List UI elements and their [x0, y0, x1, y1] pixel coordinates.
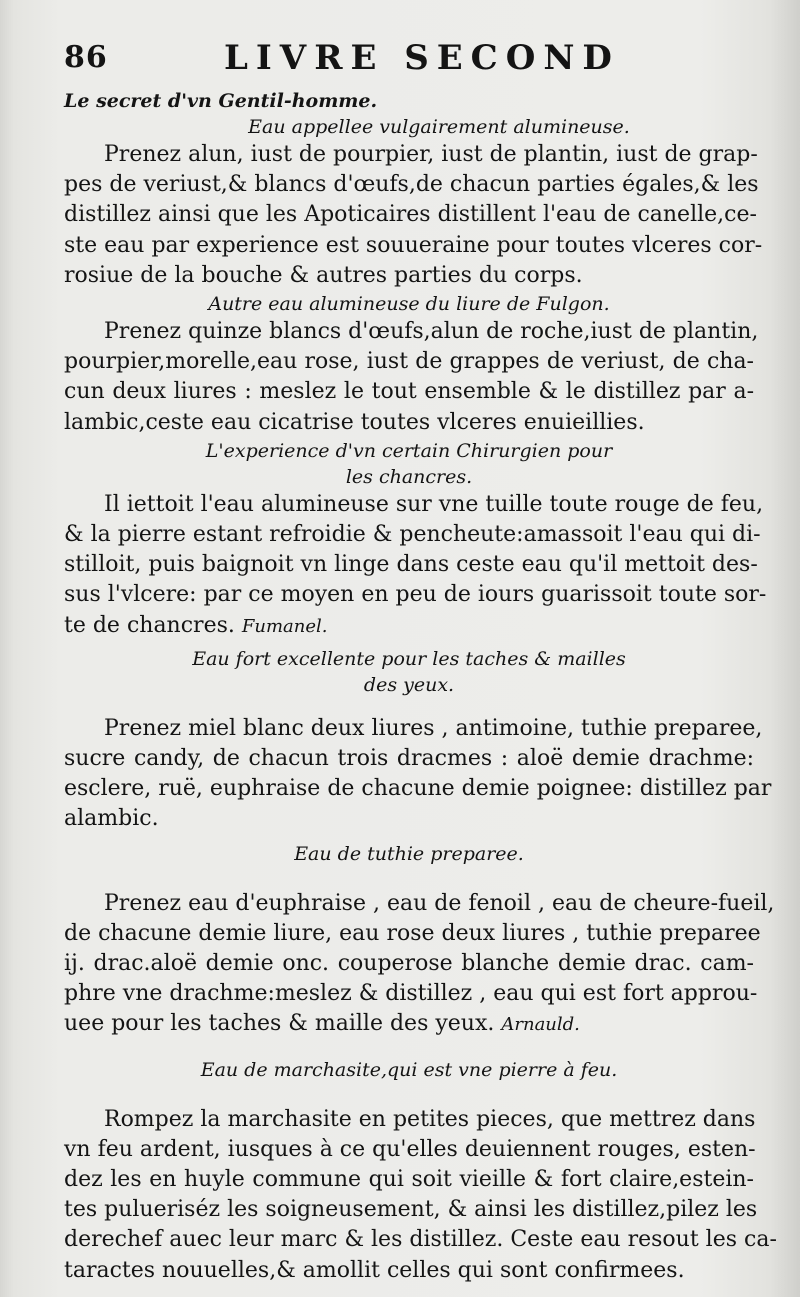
section-heading: Autre eau alumineuse du liure de Fulgon. — [208, 293, 610, 316]
text-line: de chacune demie liure, eau rose deux liures , tuthie preparee — [64, 920, 761, 946]
text-line: pourpier,morelle,eau rose, iust de grappes de veriust, de cha- — [64, 349, 754, 375]
text-line: stilloit, puis baignoit vn linge dans ceste eau qu'il mettoit des- — [64, 552, 758, 578]
text-line: uee pour les taches & maille des yeux. — [64, 1011, 495, 1037]
running-title: LIVRE SECOND — [224, 38, 620, 78]
recipe-section — [64, 841, 775, 1041]
text-line: rosiue de la bouche & autres parties du corps. — [64, 262, 583, 288]
text-line: distillez ainsi que les Apoticaires distillent l'eau de canelle,ce- — [64, 202, 757, 228]
recipe-section — [64, 291, 759, 438]
section-heading: Eau de tuthie preparee. — [294, 842, 524, 865]
recipe-section — [64, 438, 767, 642]
text-line: phre vne drachme:meslez & distillez , eau qui est fort approu- — [64, 981, 758, 1007]
text-line: Prenez alun, iust de pourpier, iust de plantin, iust de grap- — [104, 142, 758, 167]
text-line: & la pierre estant refroidie & pencheute:amassoit l'eau qui di- — [64, 522, 761, 548]
text-line: Il iettoit l'eau alumineuse sur vne tuille toute rouge de feu, — [104, 491, 764, 517]
page-header — [64, 36, 754, 88]
page-content — [64, 36, 777, 1286]
text-line: cun deux liures : meslez le tout ensemble & le distillez par a- — [64, 379, 754, 405]
section-heading-continued: des yeux. — [363, 673, 455, 696]
text-line: vn feu ardent, iusques à ce qu'elles deuiennent rouges, esten- — [64, 1136, 756, 1162]
text-line: lambic,ceste eau cicatrise toutes vlceres enuieillies. — [64, 409, 645, 435]
section-heading: Eau de marchasite,qui est vne pierre à feu. — [200, 1058, 618, 1081]
text-line: pes de veriust,& blancs d'œufs,de chacun parties égales,& les — [64, 172, 759, 198]
text-line-with-signature — [64, 611, 754, 642]
text-line: Prenez eau d'euphraise , eau de fenoil , eau de cheure-fueil, — [104, 890, 775, 916]
author-signature: Arnauld. — [501, 1014, 580, 1036]
text-line: derechef auec leur marc & les distillez. Ceste eau resout les ca- — [64, 1227, 777, 1253]
text-line-with-signature — [64, 1009, 754, 1040]
section-heading-continued: les chancres. — [345, 465, 473, 488]
section-heading: Eau fort excellente pour les taches & mailles — [192, 647, 626, 670]
text-line: alambic. — [64, 806, 159, 832]
recipe-section — [64, 646, 772, 835]
text-line: sucre candy, de chacun trois dracmes : aloë demie drachme: — [64, 746, 754, 772]
page-number: 86 — [64, 40, 108, 75]
text-line: ij. drac.aloë demie onc. couperose blanche demie drac. cam- — [64, 951, 754, 977]
section-preheading: Le secret d'vn Gentil-homme. — [64, 90, 378, 112]
author-signature: Fumanel. — [241, 615, 328, 637]
section-heading: Eau appellee vulgairement alumineuse. — [248, 116, 630, 138]
text-line: tes pulueriséz les soigneusement, & ainsi les distillez,pilez les — [64, 1197, 758, 1223]
text-line: Prenez quinze blancs d'œufs,alun de roche,iust de plantin, — [104, 319, 759, 345]
recipe-section — [64, 1041, 777, 1286]
text-line: Rompez la marchasite en petites pieces, que mettrez dans — [104, 1106, 756, 1132]
section-heading: L'experience d'vn certain Chirurgien pour — [205, 439, 613, 462]
recipe-section — [64, 88, 763, 291]
text-line: taractes nouuelles,& amollit celles qui sont confirmees. — [64, 1257, 685, 1283]
text-line: sus l'vlcere: par ce moyen en peu de iours guarissoit toute sor- — [64, 582, 767, 608]
text-line: Prenez miel blanc deux liures , antimoine, tuthie preparee, — [104, 715, 763, 741]
text-line: esclere, ruë, euphraise de chacune demie poignee: distillez par — [64, 776, 772, 802]
text-line: dez les en huyle commune qui soit vieille & fort claire,estein- — [64, 1167, 754, 1193]
text-line: ste eau par experience est souueraine pour toutes vlceres cor- — [64, 232, 763, 258]
text-line: te de chancres. — [64, 612, 235, 638]
